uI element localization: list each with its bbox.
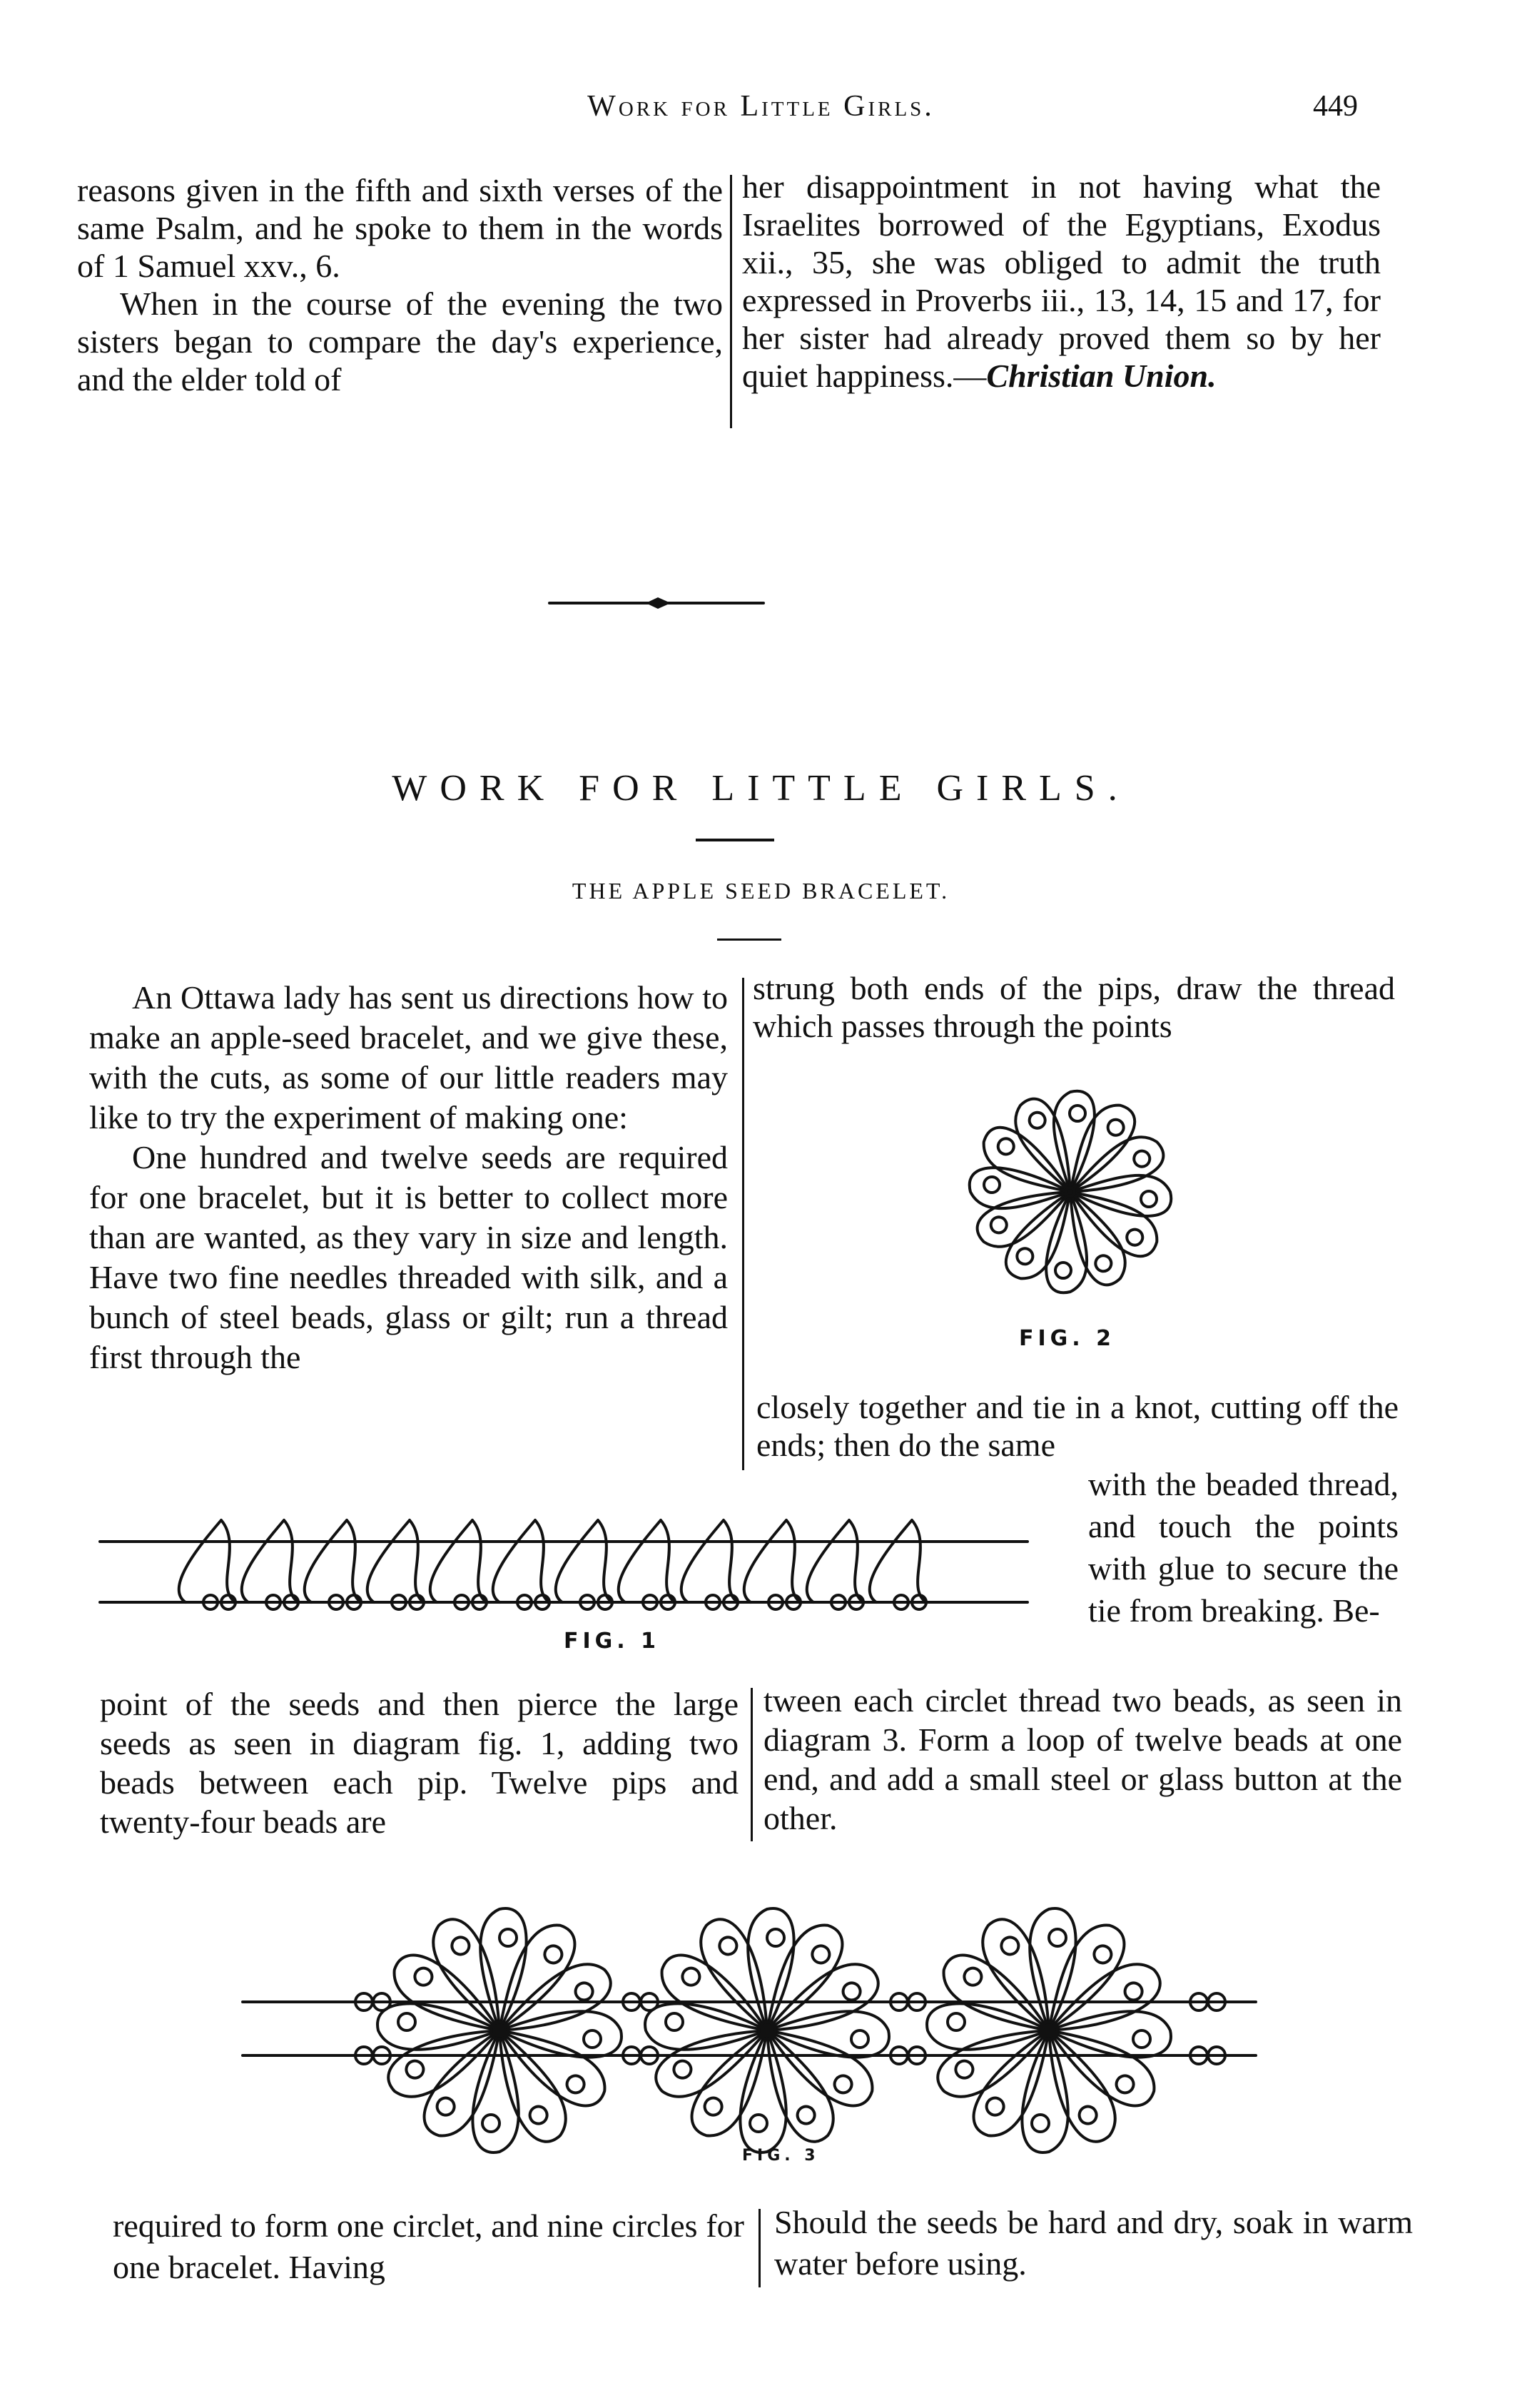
fig1-threading-diagram [100,1502,1056,1624]
prev-left-para-2: When in the course of the evening the two sisters began to compare the day's experience, and the elder told of [77,285,723,398]
article-title: WORK FOR LITTLE GIRLS. [392,768,1130,809]
column-divider [730,175,732,428]
fig2-caption: FIG. 2 [1019,1326,1115,1351]
prev-left-column [77,171,723,398]
article-subtitle: THE APPLE SEED BRACELET. [572,878,950,904]
prev-left-para-1: reasons given in the fifth and sixth verses of the same Psalm, and he spoke to them in the words of 1 Samuel xxv., 6. [77,172,723,284]
fig2-circlet-diagram [942,1078,1206,1320]
prev-right-text: her disappointment in not having what the Israelites borrowed of the Egyptians, Exodus xii., 35, she was obliged to admit the truth expressed in Proverbs iii., 13, 14, 15 and 17, for her sister had already proved them so by her quiet happiness.— [742,168,1381,394]
page-number: 449 [1313,90,1358,123]
col2-wrap: with the beaded thread, and touch the points with glue to secure the tie from breaking. Be- [1088,1466,1399,1629]
subtitle-rule [717,939,781,941]
col1-bottom: required to form one circlet, and nine circles for one bracelet. Having [113,2207,744,2285]
column-divider-3 [751,1688,753,1841]
col2-bottom: Should the seeds be hard and dry, soak in warm water before using. [774,2204,1413,2282]
fig3-bracelet-diagram [243,1895,1277,2166]
fig3-caption: FIG. 3 [742,2147,820,2165]
col2-mid: closely together and tie in a knot, cutting off the ends; then do the same [756,1389,1399,1463]
column-divider-2 [742,978,744,1470]
circlet-3 [927,1908,1171,2152]
col1-para-1: An Ottawa lady has sent us directions how to make an apple-seed bracelet, and we give these, with the cuts, as some of our little readers may like to try the experiment of making one: [89,979,728,1135]
source-credit: Christian Union. [986,358,1217,394]
article-col1-upper [89,978,728,1377]
running-title: Work for Little Girls. [587,90,935,123]
prev-right-column [742,168,1381,395]
col1-para-2: One hundred and twelve seeds are required for one bracelet, but it is better to collect more than are wanted, as they vary in size and length. Have two fine needles threaded with silk, and a bunch of steel beads, glass or gilt; run a thread first through the [89,1139,728,1375]
title-rule [696,839,774,841]
circlet-1 [377,1908,622,2152]
fig1-caption: FIG. 1 [564,1629,660,1654]
col1-mid: point of the seeds and then pierce the large seeds as seen in diagram fig. 1, adding two beads between each pip. Twelve pips and twenty-four beads are [100,1686,739,1840]
col2-top: strung both ends of the pips, draw the thread which passes through the points [753,970,1395,1044]
circlet-2 [645,1908,889,2152]
column-divider-4 [759,2209,761,2287]
section-ornament [549,592,763,614]
col2-mid2: tween each circlet thread two beads, as seen in diagram 3. Form a loop of twelve beads at one end, and add a small steel or glass button at the other. [763,1682,1402,1836]
